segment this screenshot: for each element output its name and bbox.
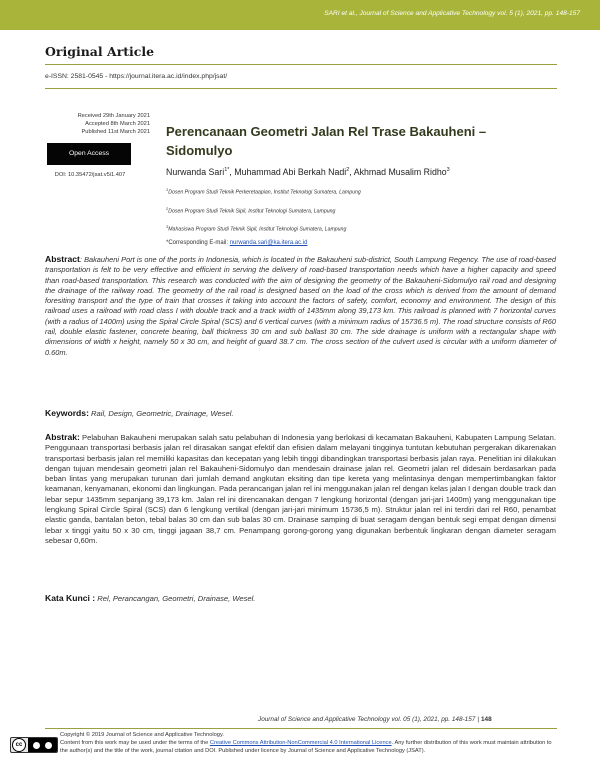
corresponding-email: [166, 240, 308, 246]
keywords-label: Keywords:: [45, 408, 89, 418]
license-icons-strip: [28, 738, 57, 752]
affiliation-text: Dosen Program Studi Teknik Sipil, Institut Teknologi Sumatera, Lampung: [168, 208, 336, 215]
article-title: [166, 122, 556, 160]
header-band: [0, 0, 600, 30]
keywords-english: [45, 408, 234, 418]
article-type-heading: Original Article: [45, 44, 155, 59]
license-text: [60, 740, 557, 756]
affiliation-mark: 3: [166, 224, 169, 229]
title-line-2: Sidomulyo: [166, 143, 233, 158]
author-affiliation-mark: 2: [346, 167, 350, 174]
published-date: Published 11st March 2021: [81, 129, 150, 135]
open-access-badge: Open Access: [47, 143, 131, 165]
accepted-date: Accepted 8th March 2021: [85, 121, 150, 127]
abstract-english: [45, 254, 556, 358]
received-date: Received 29th January 2021: [77, 113, 150, 119]
issn-divider: [45, 88, 557, 89]
license-notice: [60, 732, 557, 756]
author-name: Nurwanda Sari: [166, 167, 225, 177]
footer-divider: [45, 728, 557, 729]
author-name: Akhmad Musalim Ridho: [353, 167, 447, 177]
header-divider: [45, 64, 557, 65]
article-dates: [30, 112, 150, 136]
kata-kunci-text: Rel, Perancangan, Geometri, Drainase, Wesel.: [95, 594, 256, 603]
page-number: 148: [480, 716, 492, 723]
affiliation-mark: 2: [166, 206, 169, 211]
doi-text: DOI: 10.35472/jsat.v5i1.407: [54, 172, 126, 178]
affiliation-2: [166, 206, 556, 215]
abstract-text: : Bakauheni Port is one of the ports in Indonesia, which is located in the Bakauheni sub-district, South Lampung Regency. The use of road-based transportation is felt to be very effective and efficient in serving the delivery of road-based transportation needs which have a higher capacity and speed than road-based transportation. This research was conducted with the aim of designing the geometry of the Bakauheni-Sidomulyo rail road and designing the drainage of the railway road. The geometry of the rail road is designed based on the load of the cross which is derived from the amount of demand foresiting transport and the type of train that crosses it taking into account the factors of safety, comfort, economy and environment. The design of this railroad uses a railroad with road class I with double track and a track width of 1435mm along 39,173 km. This railroad is planned with 7 horizontal curves (with a radius of 1400m) using the Spiral Circle Spiral (SCS) and 6 vertical curves (with a minimum radius of 15736.5 m). The road structure consists of R60 rail, double elastic fastener, concrete bearing, ball thickness 30 cm and sub ballast 30 cm. The side drainage is uniform with a rectangular shape with dimensions of width x height, namely 50 x 30 cm, and height of guard 38.7 cm. The cross section of the culvert used is circular with a uniform diameter of 0.60m.: [45, 255, 556, 357]
footer-journal-citation: [258, 716, 492, 723]
footer-separator: |: [477, 716, 479, 723]
affiliation-3: [166, 224, 556, 233]
copyright-line: Copyright © 2019 Journal of Science and Applicative Technology.: [60, 732, 224, 738]
affiliation-mark: 1: [166, 187, 169, 192]
creative-commons-badge[interactable]: [10, 737, 58, 753]
issn-line: e-ISSN: 2581-0545 - https://journal.itera.ac.id/index.php/jsat/: [45, 73, 228, 80]
abstract-indonesian: [45, 432, 556, 546]
author-name: Muhammad Abi Berkah Nadi: [234, 167, 347, 177]
affiliation-1: [166, 187, 556, 196]
license-text-post: . Any further distribution of this work must maintain attribution to the author(s) and the title of the work, journal citation and DOI. Published under licence by Journal of Science and Applicative Technology (JSAT).: [60, 739, 552, 754]
affiliation-text: Dosen Program Studi Teknik Perkeretaapian, Institut Teknologi Sumatera, Lampung: [168, 189, 361, 196]
author-separator: ,: [349, 167, 354, 177]
corresponding-email-link[interactable]: nurwanda.sari@ka.itera.ac.id: [229, 240, 308, 246]
abstrak-text: Pelabuhan Bakauheni merupakan salah satu pelabuhan di Indonesia yang berlokasi di kecamatan Bakauheni, Kabupaten Lampung Selatan. Penggunaan transportasi berbasis jalan rel dirasakan sangat efektif dan efisien dalam melayani tingginya tuntutan kebutuhan pergerakan dikarenakan transportasi berbasis jalan rel memiliki kapasitas dan kecepatan yang lebih tinggi dibandingkan transportasi berbasis jalan raya. Penelitian ini dilakukan dengan tujuan mendesain geometri jalan rel Bakauheni-Sidomulyo dan mendesain drainase jalan rel. Geometri jalan rel didesain berdasarkan pada beban lintas yang merupakan turunan dari jumlah demand angkutan eksiting dan tipe kereta yang melintasinya dengan mempertimbangkan faktor keamanan, kenyamanan, ekonomi dan lingkungan. Pada perancangan jalan rel ini menggunakan jalan rel dengan kelas jalan I dengan double track dan lebar sepur 1435mm sepanjang 39,173 km. Jalan rel ini direncanakan dengan 7 lengkung horizontal (dengan jari-jari 1400m) yang menggunakan tipe lengkung Spiral Circle Spiral (SCS) dan 6 lengkung vertikal (dengan jari-jari minimum 15736,5 m). Struktur jalan rel ini terdiri dari rel R60, penambat elastic ganda, bantalan beton, tebal balas 30 cm dan sub balas 30 cm. Drainase samping di buat seragam dengan bentuk segi empat dengan dimensi lebar x tinggi yaitu 50 x 30 cm, tinggi jagaan 38,7 cm. Penampang gorong-gorong yang digunakan berbentuk lingkaran dengan diameter seragam sebesar 0,60m.: [45, 433, 556, 545]
title-line-1: Perencanaan Geometri Jalan Rel Trase Bakauheni –: [166, 124, 487, 139]
keywords-indonesian: [45, 593, 255, 603]
running-header-citation: SARI et al., Journal of Science and Applicative Technology vol. 5 (1), 2021, pp. 148-157: [324, 10, 580, 17]
author-affiliation-mark: 3: [446, 167, 450, 174]
license-link[interactable]: Creative Commons Attribution-NonCommercial 4.0 International Licence: [209, 739, 392, 746]
kata-kunci-label: Kata Kunci :: [45, 593, 96, 603]
author-separator: ,: [229, 167, 235, 177]
footer-journal-name: Journal of Science and Applicative Technology vol. 05 (1), 2021, pp. 148-157: [258, 716, 476, 723]
author-list: [166, 167, 556, 177]
by-icon: [33, 742, 40, 749]
affiliation-text: Mahasiswa Program Studi Teknik Sipil, Institut Teknologi Sumatera, Lampung: [168, 226, 347, 233]
author-affiliation-mark: 1*: [224, 167, 230, 174]
cc-icon: cc: [12, 738, 26, 752]
license-text-pre: Content from this work may be used under the terms of the: [60, 739, 210, 746]
keywords-text: Rail, Design, Geometric, Drainage, Wesel.: [88, 409, 234, 418]
abstrak-label: Abstrak:: [45, 432, 80, 442]
nc-icon: [45, 742, 52, 749]
corresponding-label: *Corresponding E-mail:: [166, 240, 230, 246]
abstract-label: Abstract: [45, 254, 80, 264]
